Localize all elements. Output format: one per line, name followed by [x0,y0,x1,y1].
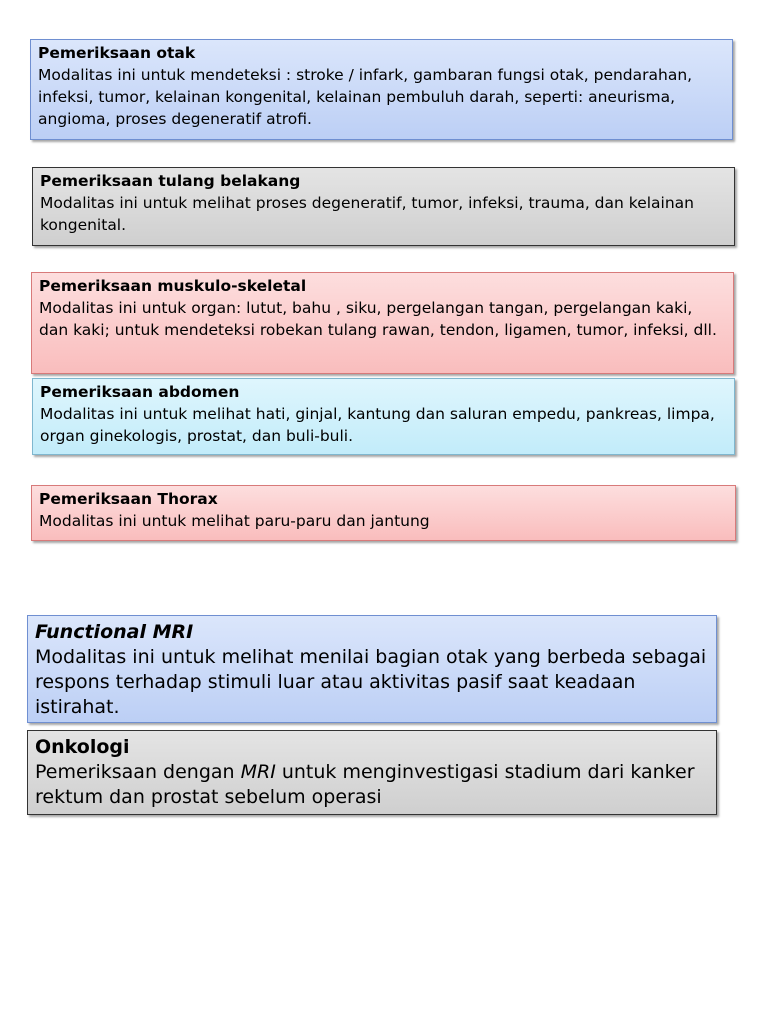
card-title: Pemeriksaan tulang belakang [40,172,301,190]
card-body: Modalitas ini untuk melihat hati, ginjal, kantung dan saluran empedu, pankreas, limpa, organ ginekologis, prostat, dan buli-buli. [40,405,715,445]
card-body-text: untuk menginvestigasi stadium dari kanker rektum dan prostat sebelum operasi [35,761,695,808]
card-title: Pemeriksaan abdomen [40,383,240,401]
card-body: Modalitas ini untuk melihat paru-paru dan jantung [39,512,430,530]
card-body: Modalitas ini untuk melihat proses degeneratif, tumor, infeksi, trauma, dan kelainan kongenital. [40,194,694,234]
card-onkologi [27,730,717,815]
card-title: Pemeriksaan otak [38,44,196,62]
card-pemeriksaan-tulang-belakang [32,167,735,246]
card-body-mri-term: MRI [240,761,276,783]
card-body: Modalitas ini untuk mendeteksi : stroke / infark, gambaran fungsi otak, pendarahan, infeksi, tumor, kelainan kongenital, kelainan pembuluh darah, seperti: aneurisma, angioma, proses degeneratif atrofi. [38,66,693,128]
card-pemeriksaan-muskulo-skeletal [31,272,734,374]
card-pemeriksaan-abdomen [32,378,735,455]
card-body: Modalitas ini untuk melihat menilai bagian otak yang berbeda sebagai respons terhadap stimuli luar atau aktivitas pasif saat keadaan istirahat. [35,646,707,718]
card-pemeriksaan-thorax [31,485,736,541]
card-functional-mri [27,615,717,723]
card-title: Pemeriksaan muskulo-skeletal [39,277,307,295]
card-title: Onkologi [35,736,130,758]
card-title: Functional MRI [35,621,194,643]
card-body-text: Pemeriksaan dengan [35,761,241,783]
card-body [35,760,709,810]
card-body: Modalitas ini untuk organ: lutut, bahu , siku, pergelangan tangan, pergelangan kaki, dan kaki; untuk mendeteksi robekan tulang rawan, tendon, ligamen, tumor, infeksi, dll. [39,299,717,339]
card-pemeriksaan-otak [30,39,733,140]
card-title: Pemeriksaan Thorax [39,490,218,508]
